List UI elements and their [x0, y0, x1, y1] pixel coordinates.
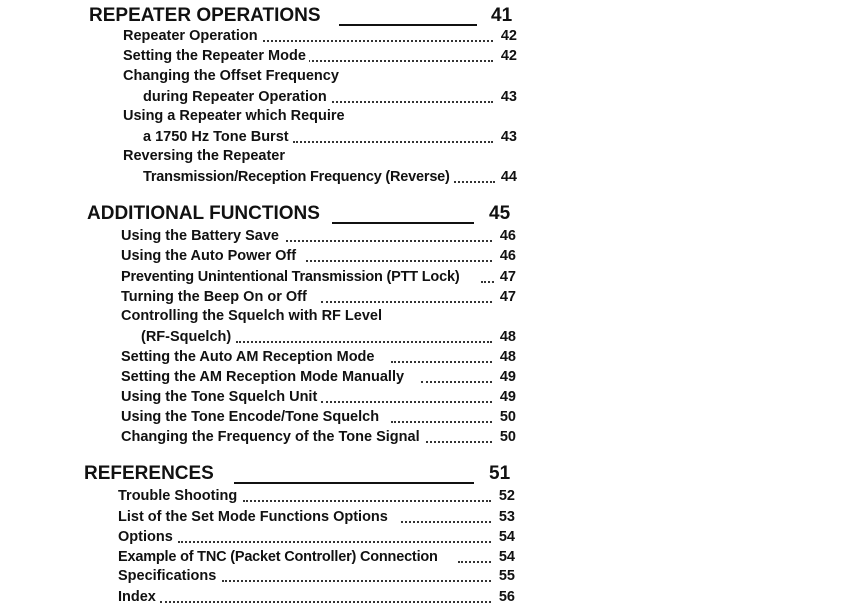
leader-dots [421, 381, 492, 383]
entry-title-line-2: a 1750 Hz Tone Burst [143, 127, 292, 147]
toc-entry [123, 26, 517, 46]
leader-dots [160, 601, 491, 603]
toc-entry [121, 367, 517, 387]
entry-page-number: 42 [500, 48, 517, 64]
entry-title: Using the Auto Power Off [121, 246, 299, 266]
entry-page-number: 56 [498, 589, 515, 605]
toc-entry-first-line [123, 66, 517, 86]
section-heading [87, 202, 517, 226]
leader-dots [178, 541, 491, 543]
leader-dots [222, 580, 491, 582]
entry-page-number: 44 [500, 169, 517, 185]
entry-page-number: 48 [499, 349, 516, 365]
entry-title: Changing the Frequency of the Tone Signal [121, 427, 423, 447]
toc-entry [118, 527, 517, 547]
entry-title: Trouble Shooting [118, 486, 240, 506]
toc-entry [121, 347, 517, 367]
section-title: REPEATER OPERATIONS [89, 5, 321, 26]
entry-page-number: 46 [499, 228, 516, 244]
section-page-number: 51 [489, 463, 511, 484]
section-title: REFERENCES [84, 463, 214, 484]
leader-dots [243, 40, 493, 42]
leader-dots [458, 561, 491, 563]
entry-title-line-2: (RF-Squelch) [141, 327, 234, 347]
entry-page-number: 46 [499, 248, 516, 264]
entry-page-number: 52 [498, 488, 515, 504]
section-page-number: 45 [489, 203, 511, 224]
toc-entry [118, 486, 517, 506]
entry-title-line-1: Using a Repeater which Require [123, 106, 348, 126]
entry-page-number: 54 [498, 529, 515, 545]
entry-page-number: 47 [499, 269, 516, 285]
entry-title: Specifications [118, 566, 219, 586]
toc-entry [118, 547, 517, 567]
entry-title: Turning the Beep On or Off [121, 287, 310, 307]
leader-dots [391, 421, 492, 423]
toc-entry [121, 226, 517, 246]
entry-title: List of the Set Mode Functions Options [118, 507, 391, 527]
leader-dots [421, 441, 492, 443]
entry-title-line-2: during Repeater Operation [143, 87, 330, 107]
leader-dots [401, 521, 491, 523]
entry-title: Setting the Auto AM Reception Mode [121, 347, 377, 367]
toc-entry [143, 167, 517, 187]
toc-entry [121, 246, 517, 266]
entry-title: Setting the Repeater Mode [123, 46, 309, 66]
entry-title: Setting the AM Reception Mode Manually [121, 367, 407, 387]
entry-title-line-1: Controlling the Squelch with RF Level [121, 306, 385, 326]
entry-title: Using the Tone Encode/Tone Squelch [121, 407, 382, 427]
entry-title-line-2: Transmission/Reception Frequency (Reverse) [143, 167, 453, 187]
toc-entry-first-line [123, 146, 517, 166]
entry-page-number: 47 [499, 289, 516, 305]
entry-title: Preventing Unintentional Transmission (PTT Lock) [121, 267, 462, 287]
entry-page-number: 43 [500, 89, 517, 105]
section-rule [234, 482, 474, 484]
section-heading [84, 462, 517, 486]
entry-title-line-1: Reversing the Repeater [123, 146, 288, 166]
section-rule [332, 222, 474, 224]
entry-page-number: 49 [499, 389, 516, 405]
leader-dots [321, 301, 492, 303]
entry-title: Using the Tone Squelch Unit [121, 387, 320, 407]
entry-page-number: 49 [499, 369, 516, 385]
toc-entry-first-line [121, 306, 517, 326]
entry-title: Using the Battery Save [121, 226, 282, 246]
toc-entry [141, 327, 517, 347]
entry-page-number: 54 [498, 549, 515, 565]
toc-entry [121, 427, 517, 447]
entry-page-number: 48 [499, 329, 516, 345]
entry-page-number: 42 [500, 28, 517, 44]
toc-entry [143, 87, 517, 107]
toc-entry [118, 566, 517, 586]
leader-dots [306, 260, 492, 262]
toc-entry [143, 127, 517, 147]
leader-dots [321, 401, 492, 403]
section-page-number: 41 [491, 5, 513, 26]
entry-title-line-1: Changing the Offset Frequency [123, 66, 342, 86]
leader-dots [481, 281, 494, 283]
leader-dots [236, 341, 492, 343]
section-heading [89, 4, 517, 28]
section-title: ADDITIONAL FUNCTIONS [87, 203, 320, 224]
leader-dots [286, 240, 492, 242]
toc-entry [121, 387, 517, 407]
toc-entry [123, 46, 517, 66]
leader-dots [293, 141, 493, 143]
entry-page-number: 43 [500, 129, 517, 145]
leader-dots [243, 500, 491, 502]
toc-entry [121, 407, 517, 427]
leader-dots [391, 361, 492, 363]
toc-entry [121, 287, 517, 307]
entry-title: Repeater Operation [123, 26, 261, 46]
entry-page-number: 50 [499, 409, 516, 425]
entry-title: Example of TNC (Packet Controller) Connection [118, 547, 441, 567]
toc-entry [121, 267, 517, 287]
toc-entry [118, 587, 517, 607]
toc-entry-first-line [123, 106, 517, 126]
entry-title: Options [118, 527, 176, 547]
entry-page-number: 55 [498, 568, 515, 584]
entry-page-number: 53 [498, 509, 515, 525]
entry-title: Index [118, 587, 159, 607]
toc-entry [118, 507, 517, 527]
entry-page-number: 50 [499, 429, 516, 445]
